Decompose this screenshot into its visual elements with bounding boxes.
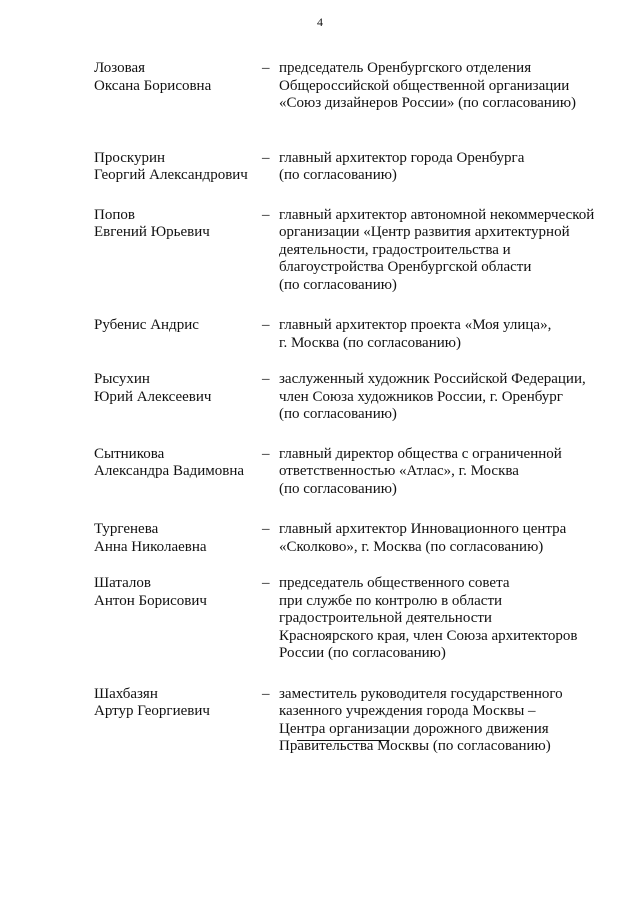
position-line: ответственностью «Атлас», г. Москва: [279, 463, 519, 479]
position-line: Центра организации дорожного движения: [279, 720, 549, 737]
position-line: благоустройства Оренбургской области: [279, 259, 532, 275]
position-line: главный директор общества с ограниченной: [279, 445, 562, 462]
member-position: [279, 575, 614, 663]
member-position: [279, 60, 614, 113]
member-given-name: Артур Георгиевич: [94, 703, 210, 719]
position-line: г. Москва (по согласованию): [279, 334, 461, 351]
member-surname: Рысухин: [94, 371, 150, 387]
position-line: Правительства Москвы (по согласованию): [279, 738, 551, 754]
member-position: [279, 371, 614, 424]
member-position: [279, 317, 614, 352]
position-line: (по согласованию): [279, 276, 397, 293]
member-entry: [94, 60, 614, 113]
position-line: Общероссийской общественной организации: [279, 77, 570, 94]
member-surname: Шахбазян: [94, 685, 158, 702]
member-given-name: Александра Вадимовна: [94, 463, 245, 479]
dash-separator: –: [262, 206, 270, 223]
page-number: 4: [317, 15, 323, 29]
position-line: деятельности, градостроительства и: [279, 241, 511, 258]
closing-rule: [297, 740, 389, 741]
member-entry: [94, 371, 614, 424]
dash-separator: –: [262, 445, 270, 462]
member-name: [94, 521, 262, 556]
member-given-name: Евгений Юрьевич: [94, 224, 210, 240]
position-line: главный архитектор проекта «Моя улица»,: [279, 317, 552, 333]
position-line: главный архитектор Инновационного центра: [279, 521, 567, 537]
member-entry: [94, 521, 614, 556]
member-list: [94, 60, 614, 756]
position-line: заслуженный художник Российской Федерации,: [279, 371, 586, 387]
member-name: [94, 575, 262, 610]
position-line: член Союза художников России, г. Оренбург: [279, 388, 563, 405]
member-surname: Попов: [94, 206, 135, 223]
member-name: [94, 60, 262, 95]
member-name: [94, 446, 262, 481]
member-entry: [94, 575, 614, 663]
position-line: главный архитектор города Оренбурга: [279, 149, 525, 166]
member-surname: Лозовая: [94, 60, 146, 76]
member-surname: Шаталов: [94, 575, 151, 591]
member-entry: [94, 150, 614, 185]
member-given-name: Оксана Борисовна: [94, 77, 212, 94]
dash-separator: –: [262, 521, 270, 537]
position-line: «Сколково», г. Москва (по согласованию): [279, 538, 544, 555]
member-name: [94, 371, 262, 406]
member-surname: Сытникова: [94, 445, 165, 462]
member-entry: [94, 317, 614, 352]
dash-separator: –: [262, 317, 270, 333]
position-line: градостроительной деятельности: [279, 610, 492, 626]
member-full-name: Рубенис Андрис: [94, 317, 199, 333]
member-given-name: Анна Николаевна: [94, 538, 207, 555]
position-line: (по согласованию): [279, 480, 397, 497]
member-surname: Тургенева: [94, 521, 159, 537]
position-line: председатель общественного совета: [279, 575, 510, 591]
member-surname: Проскурин: [94, 149, 165, 166]
position-line: (по согласованию): [279, 406, 397, 422]
position-line: главный архитектор автономной некоммерческой: [279, 206, 595, 223]
member-given-name: Георгий Александрович: [94, 167, 248, 183]
dash-separator: –: [262, 371, 270, 387]
dash-separator: –: [262, 685, 270, 702]
dash-separator: –: [262, 575, 270, 591]
dash-separator: –: [262, 149, 270, 166]
position-line: заместитель руководителя государственного: [279, 685, 563, 702]
member-position: [279, 521, 614, 556]
position-line: казенного учреждения города Москвы –: [279, 703, 536, 719]
member-entry: [94, 446, 614, 499]
member-given-name: Антон Борисович: [94, 592, 207, 609]
member-position: [279, 686, 614, 756]
position-line: председатель Оренбургского отделения: [279, 60, 532, 76]
member-given-name: Юрий Алексеевич: [94, 388, 212, 405]
member-position: [279, 150, 614, 185]
position-line: «Союз дизайнеров России» (по согласованию): [279, 95, 577, 111]
member-entry: [94, 207, 614, 295]
position-line: Красноярского края, член Союза архитекторов: [279, 627, 578, 644]
member-name: [94, 150, 262, 185]
position-line: (по согласованию): [279, 167, 397, 183]
dash-separator: –: [262, 60, 270, 76]
member-name: [94, 317, 262, 335]
position-line: организации «Центр развития архитектурной: [279, 224, 570, 240]
position-line: России (по согласованию): [279, 645, 446, 661]
member-entry: [94, 686, 614, 756]
member-position: [279, 207, 614, 295]
position-line: при службе по контролю в области: [279, 592, 503, 609]
member-name: [94, 686, 262, 721]
member-position: [279, 446, 614, 499]
member-name: [94, 207, 262, 242]
